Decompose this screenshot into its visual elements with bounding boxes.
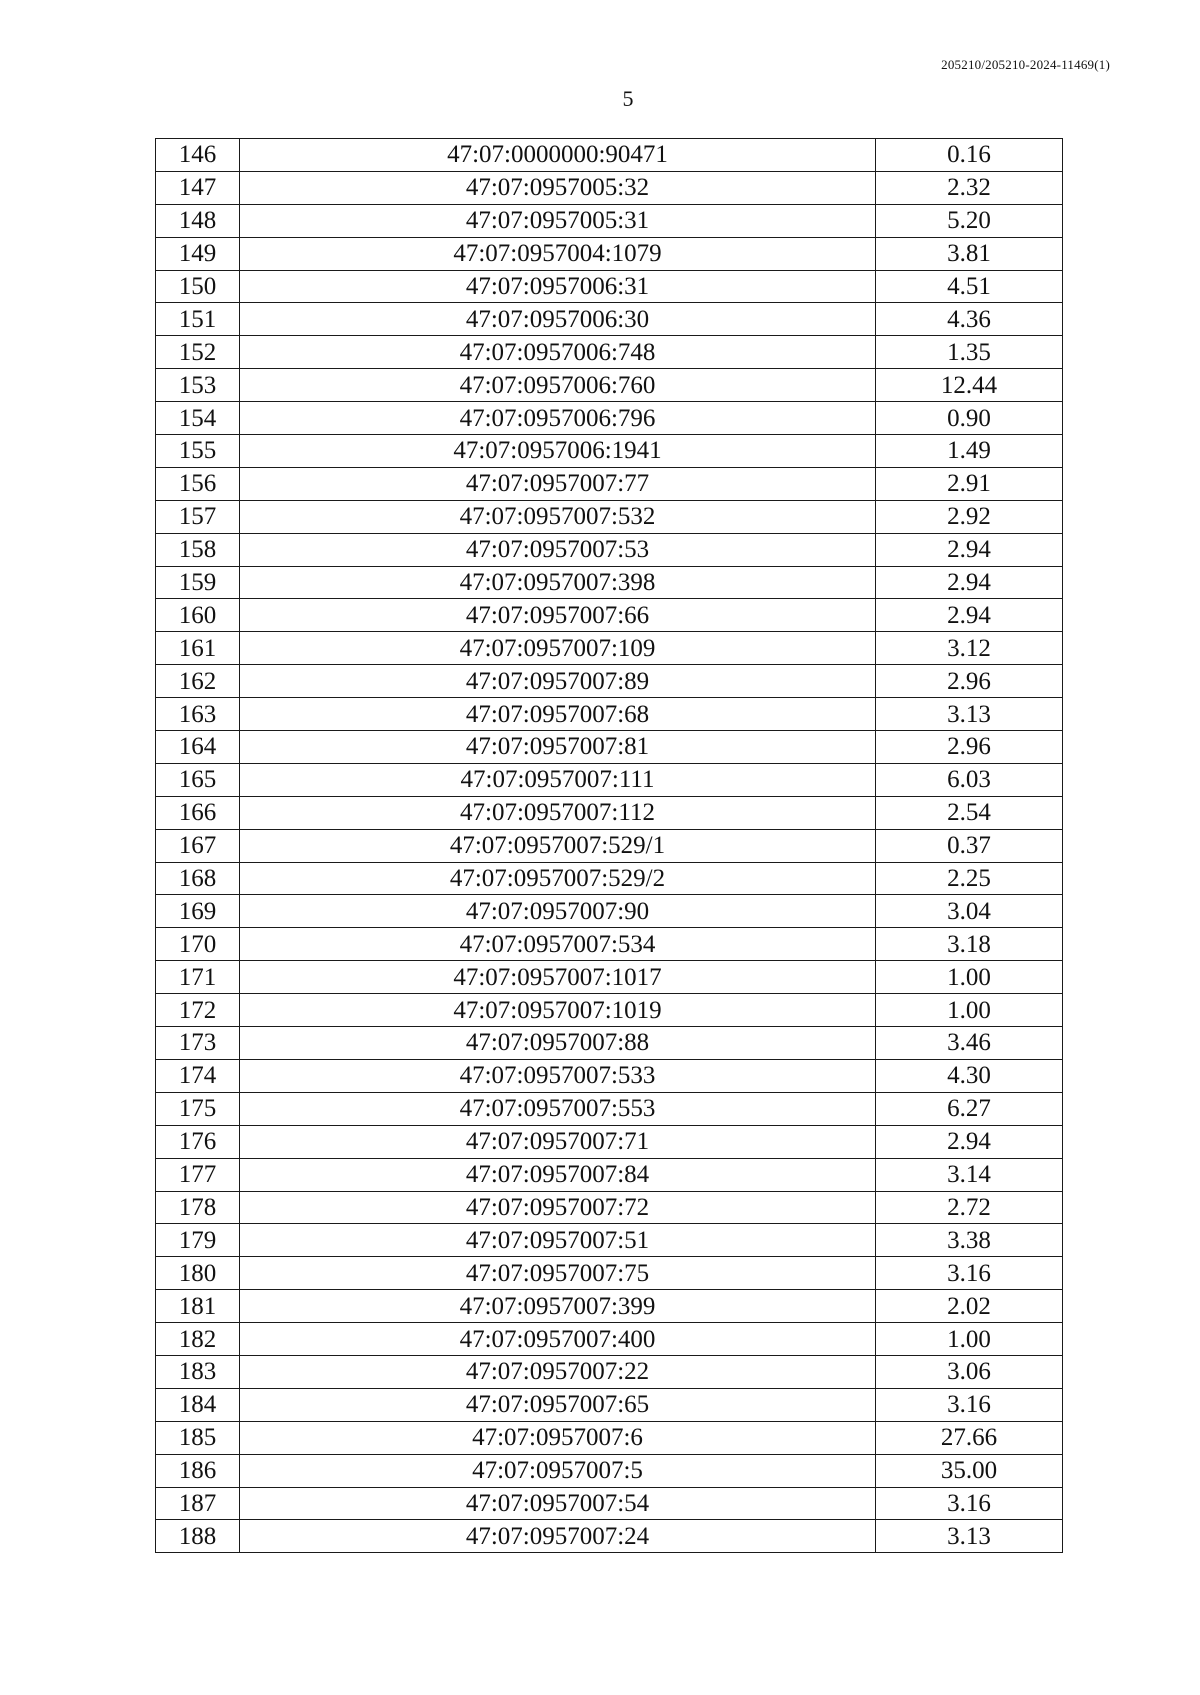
table-row bbox=[156, 1388, 1063, 1421]
area-value-cell: 5.20 bbox=[876, 204, 1063, 237]
table-row bbox=[156, 829, 1063, 862]
area-value-cell: 2.94 bbox=[876, 1125, 1063, 1158]
area-value-cell: 2.25 bbox=[876, 862, 1063, 895]
cadastral-number-cell: 47:07:0957006:1941 bbox=[240, 435, 876, 468]
row-number-cell: 166 bbox=[156, 796, 240, 829]
area-value-cell: 3.38 bbox=[876, 1224, 1063, 1257]
cadastral-number-cell: 47:07:0957007:112 bbox=[240, 796, 876, 829]
area-value-cell: 2.91 bbox=[876, 467, 1063, 500]
area-value-cell: 2.96 bbox=[876, 731, 1063, 764]
row-number-cell: 161 bbox=[156, 632, 240, 665]
cadastral-number-cell: 47:07:0957006:31 bbox=[240, 270, 876, 303]
row-number-cell: 157 bbox=[156, 500, 240, 533]
area-value-cell: 3.46 bbox=[876, 1027, 1063, 1060]
row-number-cell: 184 bbox=[156, 1388, 240, 1421]
row-number-cell: 154 bbox=[156, 402, 240, 435]
row-number-cell: 180 bbox=[156, 1257, 240, 1290]
table-row bbox=[156, 1355, 1063, 1388]
table-row bbox=[156, 566, 1063, 599]
area-value-cell: 0.16 bbox=[876, 139, 1063, 172]
area-value-cell: 3.14 bbox=[876, 1158, 1063, 1191]
cadastral-number-cell: 47:07:0957007:529/1 bbox=[240, 829, 876, 862]
table-row bbox=[156, 1520, 1063, 1553]
table-row bbox=[156, 1421, 1063, 1454]
row-number-cell: 168 bbox=[156, 862, 240, 895]
table-row bbox=[156, 928, 1063, 961]
table-row bbox=[156, 1454, 1063, 1487]
area-value-cell: 2.92 bbox=[876, 500, 1063, 533]
cadastral-number-cell: 47:07:0957007:6 bbox=[240, 1421, 876, 1454]
row-number-cell: 170 bbox=[156, 928, 240, 961]
area-value-cell: 3.06 bbox=[876, 1355, 1063, 1388]
table-row bbox=[156, 1323, 1063, 1356]
row-number-cell: 173 bbox=[156, 1027, 240, 1060]
cadastral-number-cell: 47:07:0957007:53 bbox=[240, 533, 876, 566]
table-row bbox=[156, 862, 1063, 895]
cadastral-number-cell: 47:07:0957007:1019 bbox=[240, 994, 876, 1027]
table-row bbox=[156, 139, 1063, 172]
cadastral-number-cell: 47:07:0957007:553 bbox=[240, 1092, 876, 1125]
area-value-cell: 1.00 bbox=[876, 994, 1063, 1027]
table-row bbox=[156, 1092, 1063, 1125]
row-number-cell: 181 bbox=[156, 1290, 240, 1323]
cadastral-number-cell: 47:07:0957007:398 bbox=[240, 566, 876, 599]
cadastral-number-cell: 47:07:0957007:529/2 bbox=[240, 862, 876, 895]
parcel-table-body bbox=[156, 139, 1063, 1553]
table-row bbox=[156, 402, 1063, 435]
row-number-cell: 176 bbox=[156, 1125, 240, 1158]
table-row bbox=[156, 1290, 1063, 1323]
cadastral-number-cell: 47:07:0957007:109 bbox=[240, 632, 876, 665]
cadastral-number-cell: 47:07:0957007:400 bbox=[240, 1323, 876, 1356]
cadastral-number-cell: 47:07:0957007:65 bbox=[240, 1388, 876, 1421]
table-row bbox=[156, 336, 1063, 369]
page-number: 5 bbox=[622, 86, 634, 111]
area-value-cell: 1.35 bbox=[876, 336, 1063, 369]
table-row bbox=[156, 1158, 1063, 1191]
area-value-cell: 3.81 bbox=[876, 237, 1063, 270]
area-value-cell: 2.94 bbox=[876, 599, 1063, 632]
cadastral-number-cell: 47:07:0957007:24 bbox=[240, 1520, 876, 1553]
area-value-cell: 6.03 bbox=[876, 763, 1063, 796]
cadastral-number-cell: 47:07:0957007:1017 bbox=[240, 961, 876, 994]
cadastral-number-cell: 47:07:0957007:66 bbox=[240, 599, 876, 632]
row-number-cell: 155 bbox=[156, 435, 240, 468]
table-row bbox=[156, 665, 1063, 698]
table-row bbox=[156, 369, 1063, 402]
area-value-cell: 0.37 bbox=[876, 829, 1063, 862]
cadastral-number-cell: 47:07:0957007:75 bbox=[240, 1257, 876, 1290]
row-number-cell: 182 bbox=[156, 1323, 240, 1356]
row-number-cell: 187 bbox=[156, 1487, 240, 1520]
table-row bbox=[156, 204, 1063, 237]
cadastral-number-cell: 47:07:0957006:30 bbox=[240, 303, 876, 336]
area-value-cell: 2.96 bbox=[876, 665, 1063, 698]
row-number-cell: 172 bbox=[156, 994, 240, 1027]
table-row bbox=[156, 796, 1063, 829]
area-value-cell: 2.94 bbox=[876, 566, 1063, 599]
cadastral-number-cell: 47:07:0957004:1079 bbox=[240, 237, 876, 270]
table-row bbox=[156, 435, 1063, 468]
table-row bbox=[156, 500, 1063, 533]
area-value-cell: 3.16 bbox=[876, 1257, 1063, 1290]
area-value-cell: 4.51 bbox=[876, 270, 1063, 303]
cadastral-number-cell: 47:07:0957007:68 bbox=[240, 698, 876, 731]
row-number-cell: 169 bbox=[156, 895, 240, 928]
cadastral-number-cell: 47:07:0957007:533 bbox=[240, 1059, 876, 1092]
row-number-cell: 179 bbox=[156, 1224, 240, 1257]
cadastral-number-cell: 47:07:0957005:32 bbox=[240, 171, 876, 204]
row-number-cell: 147 bbox=[156, 171, 240, 204]
cadastral-number-cell: 47:07:0957005:31 bbox=[240, 204, 876, 237]
row-number-cell: 185 bbox=[156, 1421, 240, 1454]
table-row bbox=[156, 961, 1063, 994]
row-number-cell: 186 bbox=[156, 1454, 240, 1487]
area-value-cell: 12.44 bbox=[876, 369, 1063, 402]
row-number-cell: 150 bbox=[156, 270, 240, 303]
row-number-cell: 156 bbox=[156, 467, 240, 500]
row-number-cell: 162 bbox=[156, 665, 240, 698]
table-row bbox=[156, 698, 1063, 731]
row-number-cell: 171 bbox=[156, 961, 240, 994]
cadastral-number-cell: 47:07:0957007:84 bbox=[240, 1158, 876, 1191]
area-value-cell: 2.32 bbox=[876, 171, 1063, 204]
cadastral-number-cell: 47:07:0957007:89 bbox=[240, 665, 876, 698]
area-value-cell: 0.90 bbox=[876, 402, 1063, 435]
table-row bbox=[156, 270, 1063, 303]
area-value-cell: 3.16 bbox=[876, 1487, 1063, 1520]
area-value-cell: 3.12 bbox=[876, 632, 1063, 665]
row-number-cell: 188 bbox=[156, 1520, 240, 1553]
table-row bbox=[156, 599, 1063, 632]
cadastral-number-cell: 47:07:0957007:5 bbox=[240, 1454, 876, 1487]
cadastral-number-cell: 47:07:0957006:760 bbox=[240, 369, 876, 402]
cadastral-number-cell: 47:07:0957007:72 bbox=[240, 1191, 876, 1224]
row-number-cell: 158 bbox=[156, 533, 240, 566]
table-row bbox=[156, 895, 1063, 928]
area-value-cell: 3.13 bbox=[876, 1520, 1063, 1553]
table-row bbox=[156, 1027, 1063, 1060]
area-value-cell: 35.00 bbox=[876, 1454, 1063, 1487]
area-value-cell: 2.02 bbox=[876, 1290, 1063, 1323]
cadastral-number-cell: 47:07:0957007:54 bbox=[240, 1487, 876, 1520]
cadastral-number-cell: 47:07:0957007:111 bbox=[240, 763, 876, 796]
table-row bbox=[156, 1487, 1063, 1520]
cadastral-number-cell: 47:07:0957007:534 bbox=[240, 928, 876, 961]
row-number-cell: 151 bbox=[156, 303, 240, 336]
row-number-cell: 165 bbox=[156, 763, 240, 796]
cadastral-number-cell: 47:07:0957007:399 bbox=[240, 1290, 876, 1323]
row-number-cell: 152 bbox=[156, 336, 240, 369]
table-row bbox=[156, 1191, 1063, 1224]
area-value-cell: 2.54 bbox=[876, 796, 1063, 829]
table-row bbox=[156, 1059, 1063, 1092]
cadastral-number-cell: 47:07:0957007:81 bbox=[240, 731, 876, 764]
cadastral-number-cell: 47:07:0957007:51 bbox=[240, 1224, 876, 1257]
area-value-cell: 6.27 bbox=[876, 1092, 1063, 1125]
area-value-cell: 4.30 bbox=[876, 1059, 1063, 1092]
document-id: 205210/205210-2024-11469(1) bbox=[941, 57, 1110, 72]
row-number-cell: 177 bbox=[156, 1158, 240, 1191]
table-row bbox=[156, 763, 1063, 796]
row-number-cell: 174 bbox=[156, 1059, 240, 1092]
area-value-cell: 1.00 bbox=[876, 961, 1063, 994]
row-number-cell: 148 bbox=[156, 204, 240, 237]
cadastral-number-cell: 47:07:0957006:796 bbox=[240, 402, 876, 435]
row-number-cell: 163 bbox=[156, 698, 240, 731]
area-value-cell: 3.16 bbox=[876, 1388, 1063, 1421]
cadastral-number-cell: 47:07:0957007:71 bbox=[240, 1125, 876, 1158]
row-number-cell: 175 bbox=[156, 1092, 240, 1125]
area-value-cell: 3.18 bbox=[876, 928, 1063, 961]
row-number-cell: 159 bbox=[156, 566, 240, 599]
row-number-cell: 183 bbox=[156, 1355, 240, 1388]
area-value-cell: 3.13 bbox=[876, 698, 1063, 731]
table-row bbox=[156, 467, 1063, 500]
area-value-cell: 2.72 bbox=[876, 1191, 1063, 1224]
table-row bbox=[156, 171, 1063, 204]
area-value-cell: 1.00 bbox=[876, 1323, 1063, 1356]
row-number-cell: 178 bbox=[156, 1191, 240, 1224]
row-number-cell: 153 bbox=[156, 369, 240, 402]
cadastral-number-cell: 47:07:0957007:532 bbox=[240, 500, 876, 533]
table-row bbox=[156, 1125, 1063, 1158]
cadastral-number-cell: 47:07:0000000:90471 bbox=[240, 139, 876, 172]
cadastral-number-cell: 47:07:0957007:22 bbox=[240, 1355, 876, 1388]
table-row bbox=[156, 994, 1063, 1027]
table-row bbox=[156, 731, 1063, 764]
parcel-table bbox=[155, 138, 1063, 1553]
row-number-cell: 167 bbox=[156, 829, 240, 862]
table-row bbox=[156, 632, 1063, 665]
table-row bbox=[156, 533, 1063, 566]
cadastral-number-cell: 47:07:0957007:77 bbox=[240, 467, 876, 500]
row-number-cell: 164 bbox=[156, 731, 240, 764]
table-row bbox=[156, 1224, 1063, 1257]
cadastral-number-cell: 47:07:0957007:88 bbox=[240, 1027, 876, 1060]
cadastral-number-cell: 47:07:0957006:748 bbox=[240, 336, 876, 369]
area-value-cell: 4.36 bbox=[876, 303, 1063, 336]
table-row bbox=[156, 303, 1063, 336]
cadastral-number-cell: 47:07:0957007:90 bbox=[240, 895, 876, 928]
row-number-cell: 149 bbox=[156, 237, 240, 270]
row-number-cell: 146 bbox=[156, 139, 240, 172]
area-value-cell: 3.04 bbox=[876, 895, 1063, 928]
area-value-cell: 1.49 bbox=[876, 435, 1063, 468]
row-number-cell: 160 bbox=[156, 599, 240, 632]
area-value-cell: 2.94 bbox=[876, 533, 1063, 566]
table-row bbox=[156, 237, 1063, 270]
table-row bbox=[156, 1257, 1063, 1290]
area-value-cell: 27.66 bbox=[876, 1421, 1063, 1454]
